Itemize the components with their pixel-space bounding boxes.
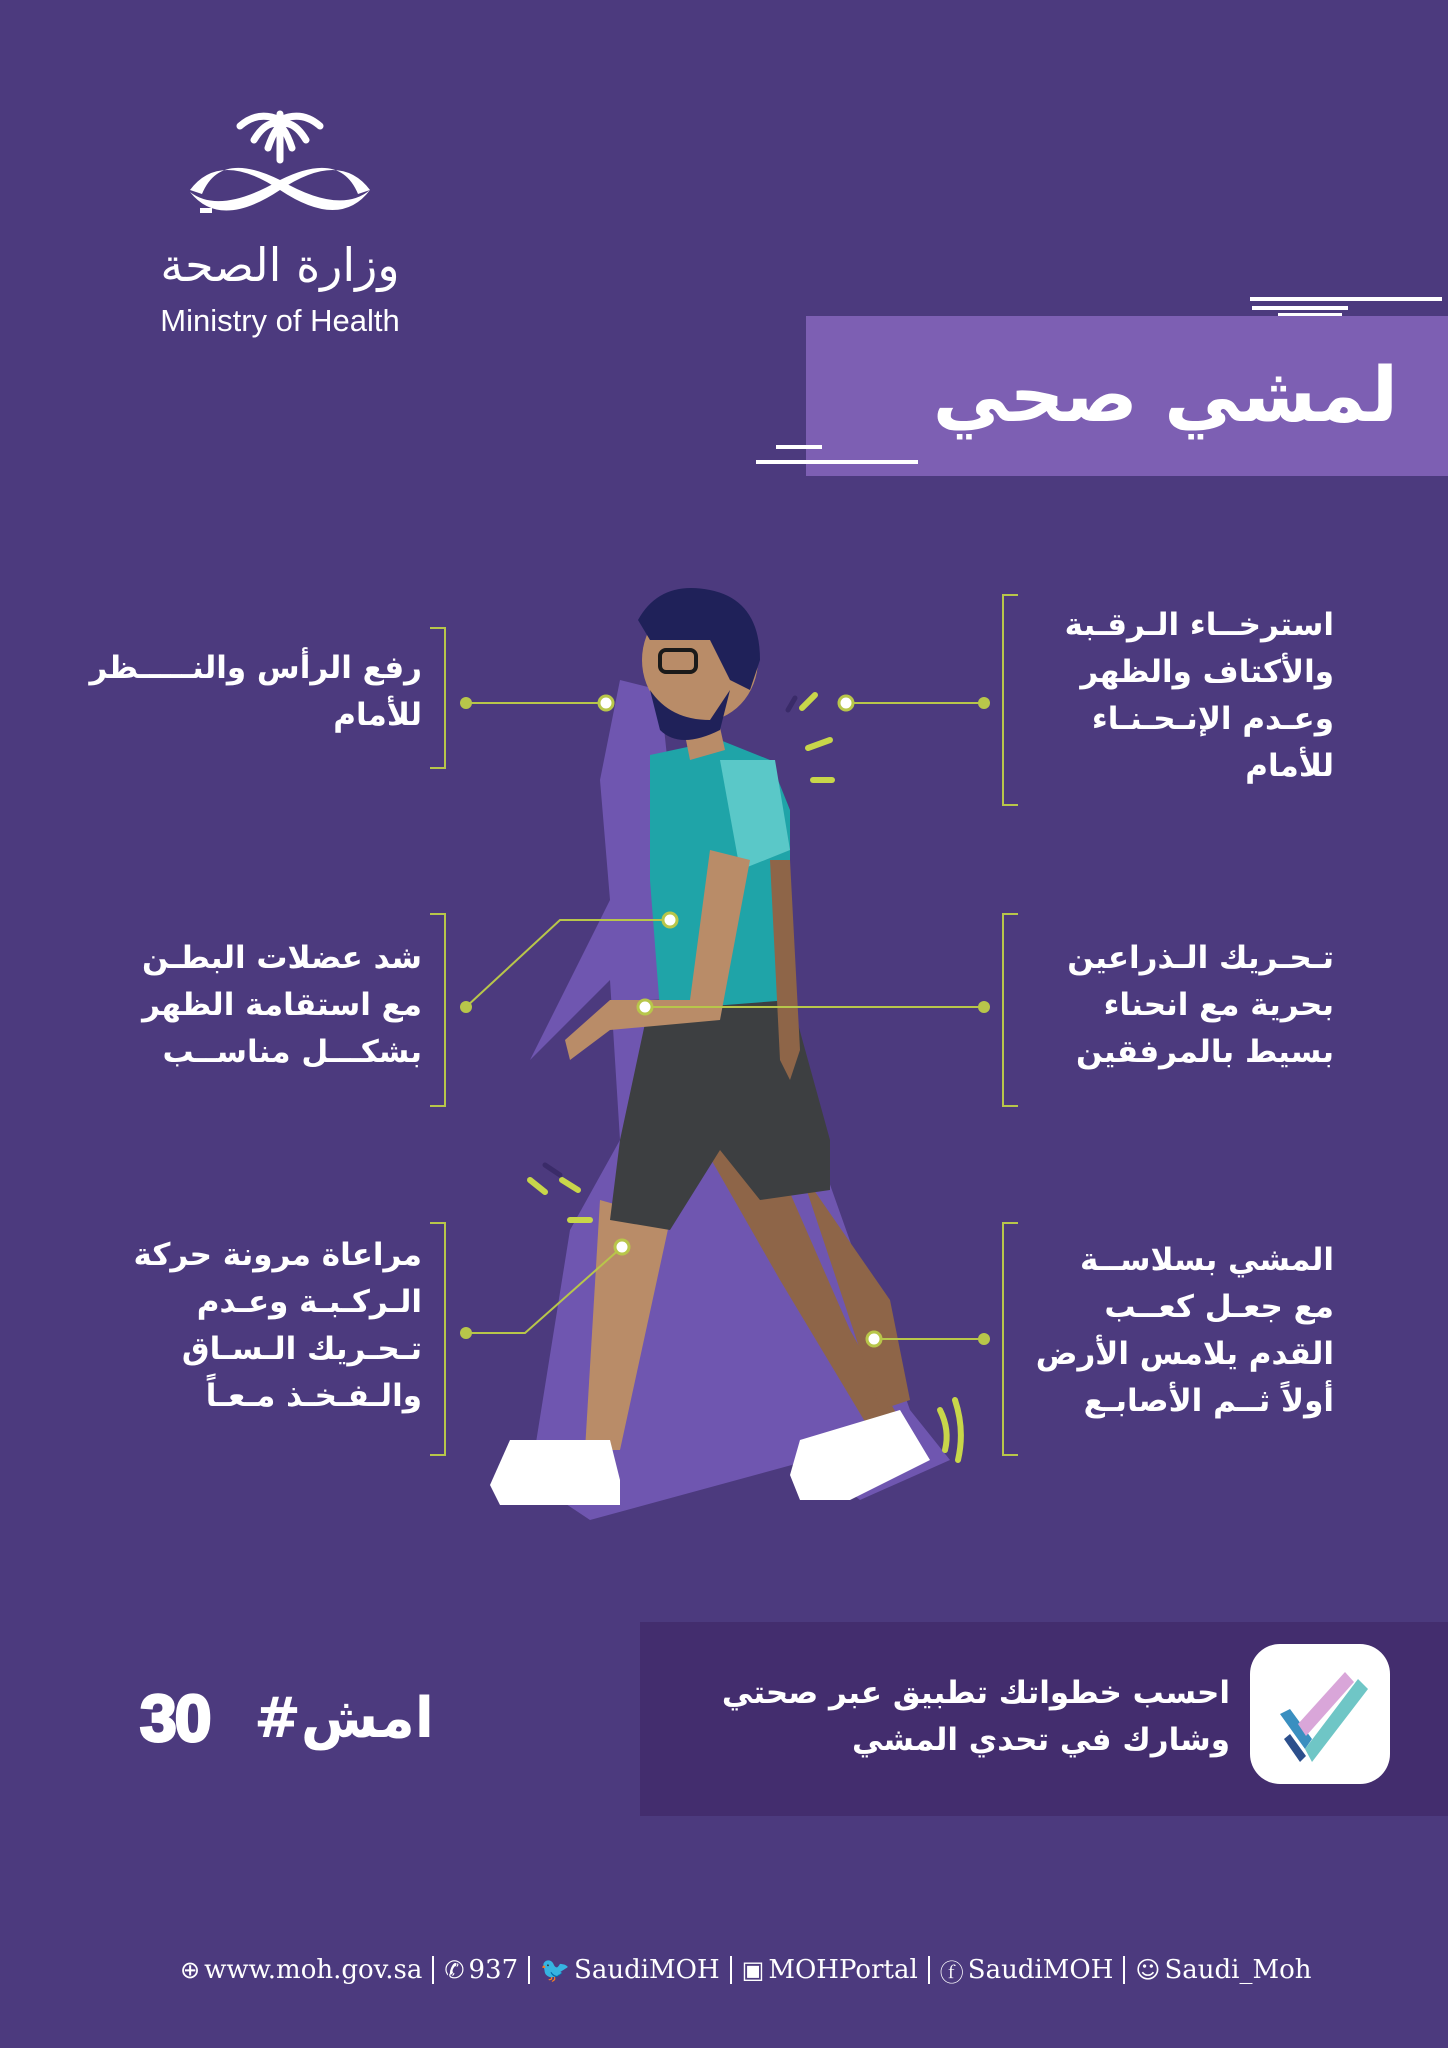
page-title: لمشي صحي <box>932 350 1398 439</box>
footer-facebook-text: SaudiMOH <box>967 1955 1114 1985</box>
footer-phone[interactable] <box>444 1955 518 1985</box>
tip-neck: استرخــاء الـرقـبة والأكتاف والظهر وعـدم الإنـحـنـاء للأمام <box>1064 607 1334 784</box>
tip-knee: مراعاة مرونة حركة الـركـبـة وعـدم تـحـريك الـسـاق والـفـخـذ مـعـاً <box>133 1237 422 1414</box>
hashtag <box>136 1680 436 1760</box>
promo-text <box>722 1670 1230 1764</box>
footer-facebook[interactable] <box>940 1953 1114 1988</box>
phone-icon: ✆ <box>444 1956 465 1984</box>
divider <box>528 1956 530 1984</box>
bracket <box>430 627 446 769</box>
hashtag-number: 30 <box>140 1681 210 1755</box>
globe-icon: ⊕ <box>180 1956 201 1984</box>
sehhaty-app-icon <box>1250 1644 1390 1784</box>
facebook-icon: ⓕ <box>939 1958 964 1987</box>
promo-box <box>640 1622 1448 1816</box>
tip-arms: تـحـريك الـذراعين بحرية مع انحناء بسيط بالمرفقين <box>1067 940 1334 1070</box>
divider <box>432 1956 434 1984</box>
tip-feet: المشي بسلاســة مع جعـل كعــب القدم يلامس الأرض أولاً ثــم الأصابـع <box>1035 1242 1334 1419</box>
logo-arabic-name: وزارة الصحة <box>160 238 400 292</box>
divider <box>928 1956 930 1984</box>
footer-twitter-text: SaudiMOH <box>574 1955 720 1985</box>
footer-website-text: www.moh.gov.sa <box>204 1955 423 1985</box>
divider <box>1123 1956 1125 1984</box>
logo-english-name: Ministry of Health <box>160 303 400 338</box>
promo-line-2: وشارك في تحدي المشي <box>852 1722 1230 1758</box>
footer-phone-text: 937 <box>468 1955 519 1985</box>
bracket <box>430 913 446 1107</box>
snapchat-icon: ☺ <box>1135 1956 1161 1984</box>
bracket <box>1002 913 1018 1107</box>
footer-youtube-text: MOHPortal <box>768 1955 918 1985</box>
footer-youtube[interactable] <box>742 1955 918 1985</box>
footer-contacts <box>180 1950 1320 1990</box>
promo-line-1: احسب خطواتك تطبيق عبر صحتي <box>721 1675 1230 1711</box>
youtube-icon: ▣ <box>741 1956 765 1984</box>
footer-website[interactable] <box>180 1955 422 1985</box>
bracket <box>1002 594 1018 806</box>
footer-twitter[interactable] <box>540 1955 720 1985</box>
bracket <box>430 1222 446 1456</box>
footer-snapchat-text: Saudi_Moh <box>1164 1955 1312 1985</box>
hashtag-text: #امش <box>254 1686 434 1751</box>
divider <box>730 1956 732 1984</box>
twitter-icon: 🐦 <box>540 1956 571 1984</box>
tip-abdomen: شد عضلات البطـن مع استقامة الظهر بشكـــل مناســب <box>142 940 422 1070</box>
footer-snapchat[interactable] <box>1135 1955 1311 1985</box>
tip-head: رفع الرأس والنـــــظر للأمام <box>89 650 422 733</box>
